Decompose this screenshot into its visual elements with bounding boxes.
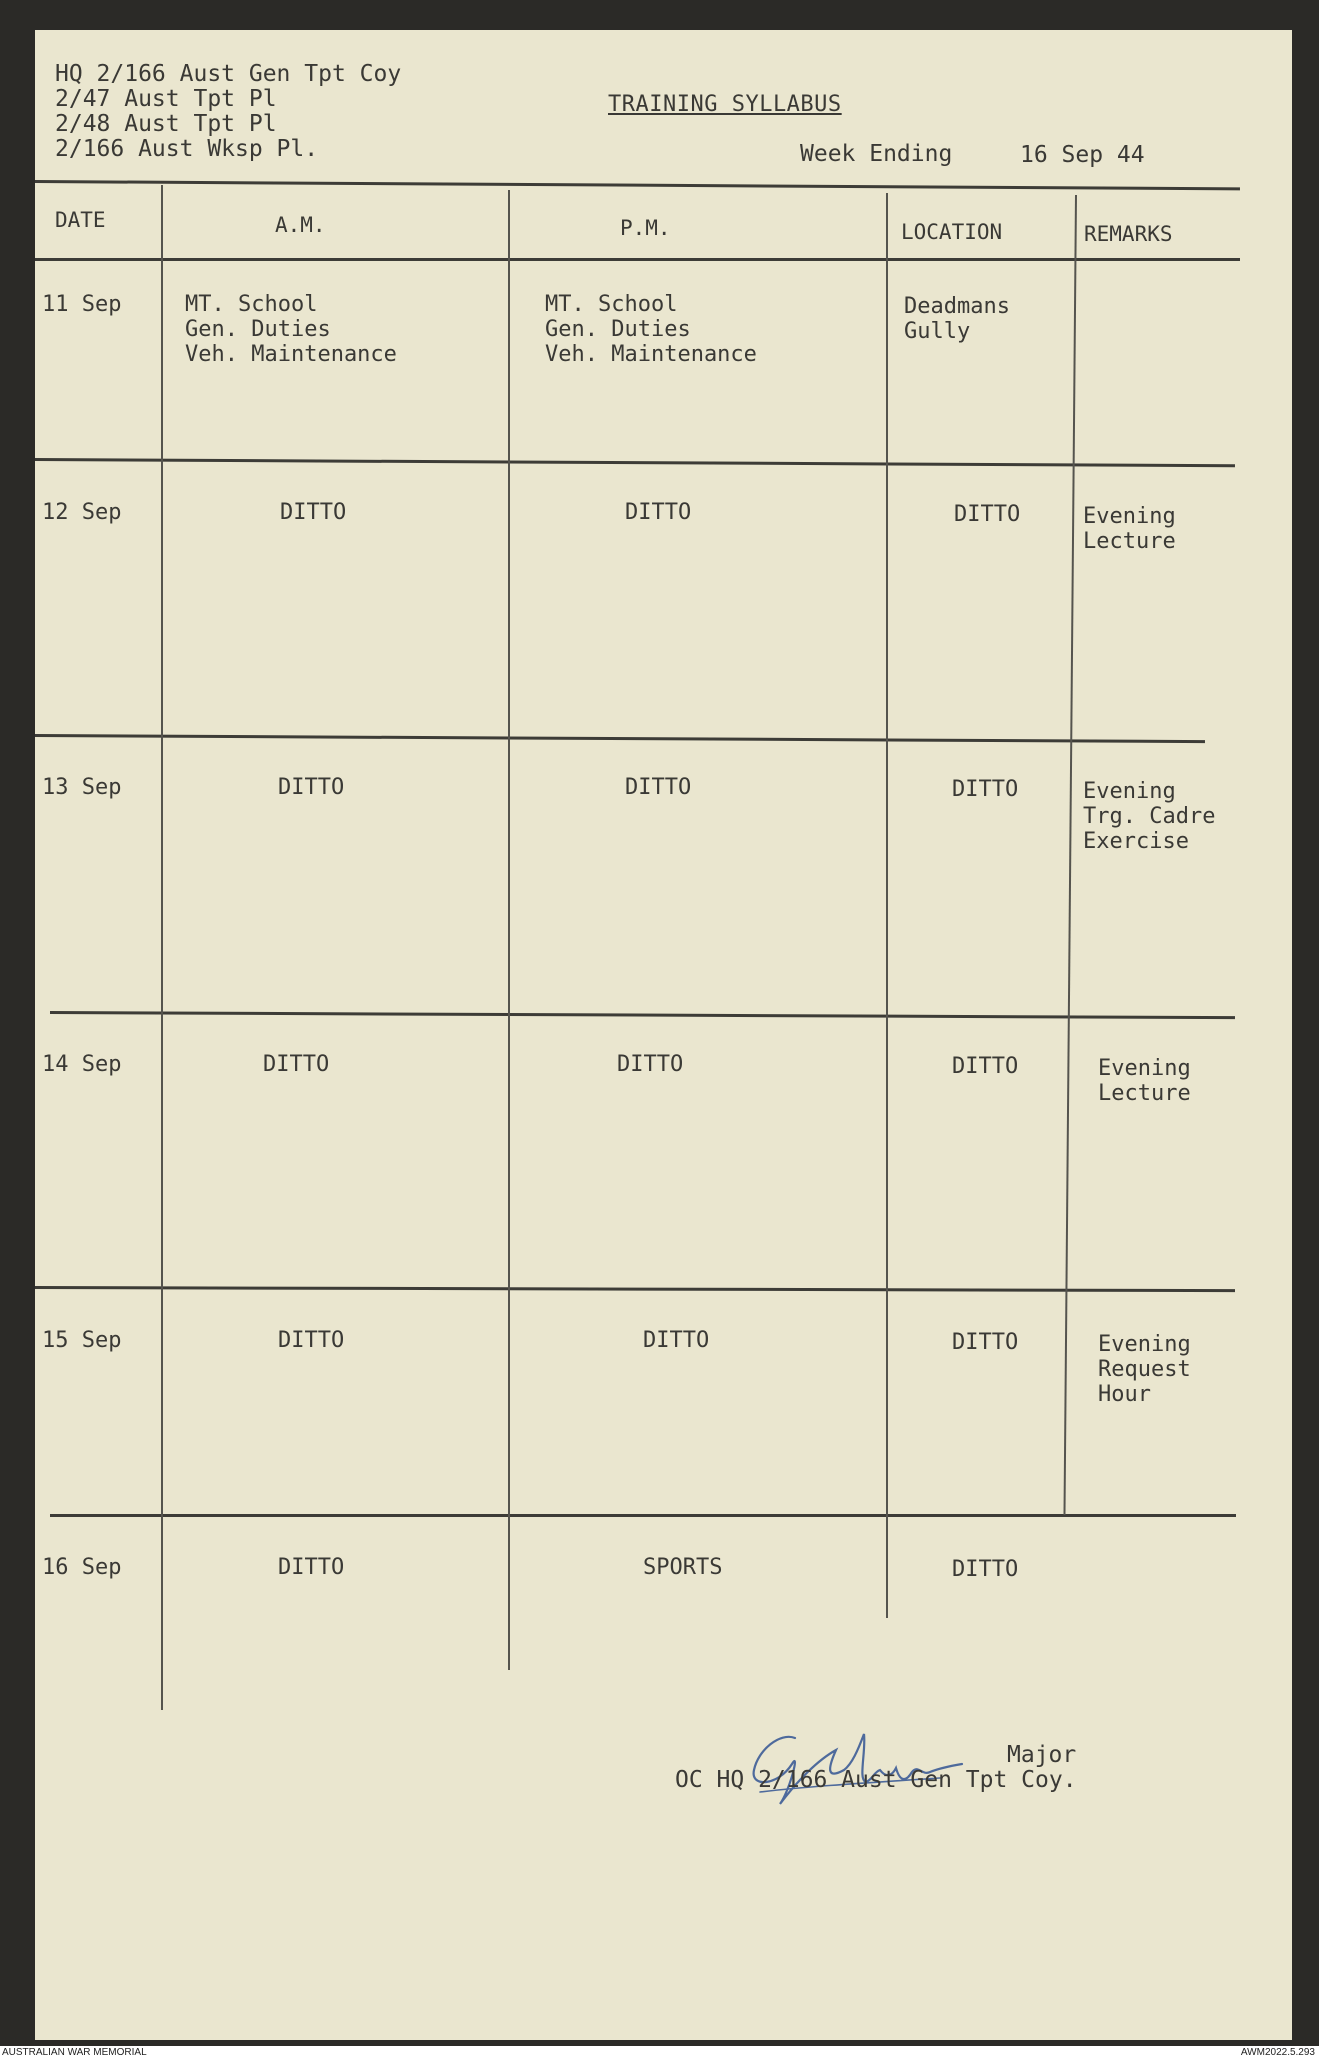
cell-pm-text: DITTO: [643, 1328, 710, 1353]
table-top-rule: [35, 180, 1240, 190]
cell-am-text: DITTO: [278, 1555, 345, 1580]
cell-pm-text: Veh. Maintenance: [545, 342, 757, 367]
column-header-am: A.M.: [275, 213, 326, 237]
unit-line: 2/48 Aust Tpt Pl: [55, 111, 277, 137]
signatory-rank: Major: [1007, 1742, 1077, 1768]
cell-date-text: 14 Sep: [42, 1052, 122, 1077]
cell-date: [42, 775, 121, 800]
column-rule: [1063, 195, 1077, 1515]
cell-remarks-text: Lecture: [1098, 1081, 1191, 1106]
cell-location: [904, 294, 1010, 344]
unit-line: HQ 2/166 Aust Gen Tpt Coy: [55, 61, 402, 87]
cell-am: [263, 1052, 329, 1077]
cell-date-text: 13 Sep: [42, 775, 122, 800]
cell-date-text: 16 Sep: [42, 1555, 122, 1580]
cell-pm-text: SPORTS: [643, 1555, 723, 1580]
cell-location: [952, 1054, 1018, 1079]
archive-footer: [0, 2046, 1319, 2061]
cell-date: [42, 1328, 121, 1353]
cell-date-text: 15 Sep: [42, 1328, 122, 1353]
cell-pm-text: Gen. Duties: [545, 317, 691, 342]
header-rule: [35, 258, 1240, 261]
cell-pm: [625, 775, 691, 800]
cell-location: [952, 777, 1018, 802]
cell-am-text: Veh. Maintenance: [185, 342, 397, 367]
column-header-pm: P.M.: [620, 216, 671, 240]
column-header-location: LOCATION: [901, 220, 1003, 244]
cell-pm: [545, 292, 757, 367]
cell-date: [42, 1555, 121, 1580]
cell-date: [42, 292, 121, 317]
cell-am-text: DITTO: [278, 1328, 345, 1353]
cell-am-text: Gen. Duties: [185, 317, 331, 342]
column-rule: [161, 185, 163, 1710]
cell-pm: [617, 1052, 683, 1077]
cell-location: [952, 1330, 1018, 1355]
cell-pm-text: DITTO: [625, 775, 692, 800]
cell-location-text: DITTO: [952, 1054, 1019, 1079]
cell-remarks: [1083, 504, 1176, 554]
cell-location: [954, 502, 1020, 527]
row-rule: [50, 1514, 1236, 1517]
cell-date: [42, 1052, 121, 1077]
archive-reference: AWM2022.5.293: [1240, 2047, 1315, 2058]
column-rule: [508, 190, 510, 1670]
cell-remarks: [1083, 779, 1215, 854]
cell-remarks-text: Lecture: [1083, 529, 1176, 554]
cell-am: [278, 1328, 344, 1353]
cell-remarks: [1098, 1056, 1191, 1106]
cell-am-text: DITTO: [278, 775, 345, 800]
unit-line: 2/166 Aust Wksp Pl.: [55, 136, 319, 162]
cell-am-text: DITTO: [263, 1052, 330, 1077]
cell-location-text: Gully: [904, 319, 971, 344]
cell-pm-text: DITTO: [625, 500, 692, 525]
row-rule: [35, 1286, 1235, 1292]
column-header-remarks: REMARKS: [1084, 222, 1173, 246]
document-page: [35, 30, 1292, 2040]
cell-am-text: MT. School: [185, 292, 318, 317]
cell-remarks-text: Evening: [1098, 1332, 1191, 1357]
cell-pm: [643, 1328, 709, 1353]
cell-location-text: DITTO: [954, 502, 1021, 527]
cell-remarks-text: Evening: [1083, 779, 1176, 804]
row-rule: [50, 1011, 1235, 1019]
cell-am: [278, 775, 344, 800]
cell-location-text: DITTO: [952, 1330, 1019, 1355]
row-rule: [35, 734, 1205, 743]
cell-am: [278, 1555, 344, 1580]
cell-remarks-text: Evening: [1098, 1056, 1191, 1081]
cell-pm-text: MT. School: [545, 292, 678, 317]
row-rule: [35, 458, 1235, 467]
cell-remarks-text: Trg. Cadre: [1083, 804, 1216, 829]
cell-location-text: Deadmans: [904, 294, 1010, 319]
cell-location-text: DITTO: [952, 1557, 1019, 1582]
cell-date: [42, 500, 121, 525]
week-ending-label: Week Ending: [800, 141, 953, 167]
signatory-appointment: OC HQ 2/166 Aust Gen Tpt Coy.: [675, 1767, 1077, 1793]
cell-remarks-text: Exercise: [1083, 829, 1189, 854]
cell-am: [185, 292, 397, 367]
archive-name: AUSTRALIAN WAR MEMORIAL: [2, 2047, 147, 2058]
unit-line: 2/47 Aust Tpt Pl: [55, 86, 277, 112]
cell-remarks-text: Request: [1098, 1357, 1191, 1382]
cell-date-text: 11 Sep: [42, 292, 122, 317]
cell-am-text: DITTO: [280, 500, 347, 525]
column-rule: [886, 193, 888, 1618]
cell-pm-text: DITTO: [617, 1052, 684, 1077]
cell-remarks-text: Hour: [1098, 1382, 1151, 1407]
cell-remarks-text: Evening: [1083, 504, 1176, 529]
cell-pm: [643, 1555, 722, 1580]
cell-pm: [625, 500, 691, 525]
document-title: TRAINING SYLLABUS: [608, 92, 842, 117]
column-header-date: DATE: [55, 208, 106, 232]
cell-remarks: [1098, 1332, 1191, 1407]
cell-location: [952, 1557, 1018, 1582]
week-ending-value: 16 Sep 44: [1020, 142, 1145, 168]
cell-am: [280, 500, 346, 525]
cell-date-text: 12 Sep: [42, 500, 122, 525]
cell-location-text: DITTO: [952, 777, 1019, 802]
